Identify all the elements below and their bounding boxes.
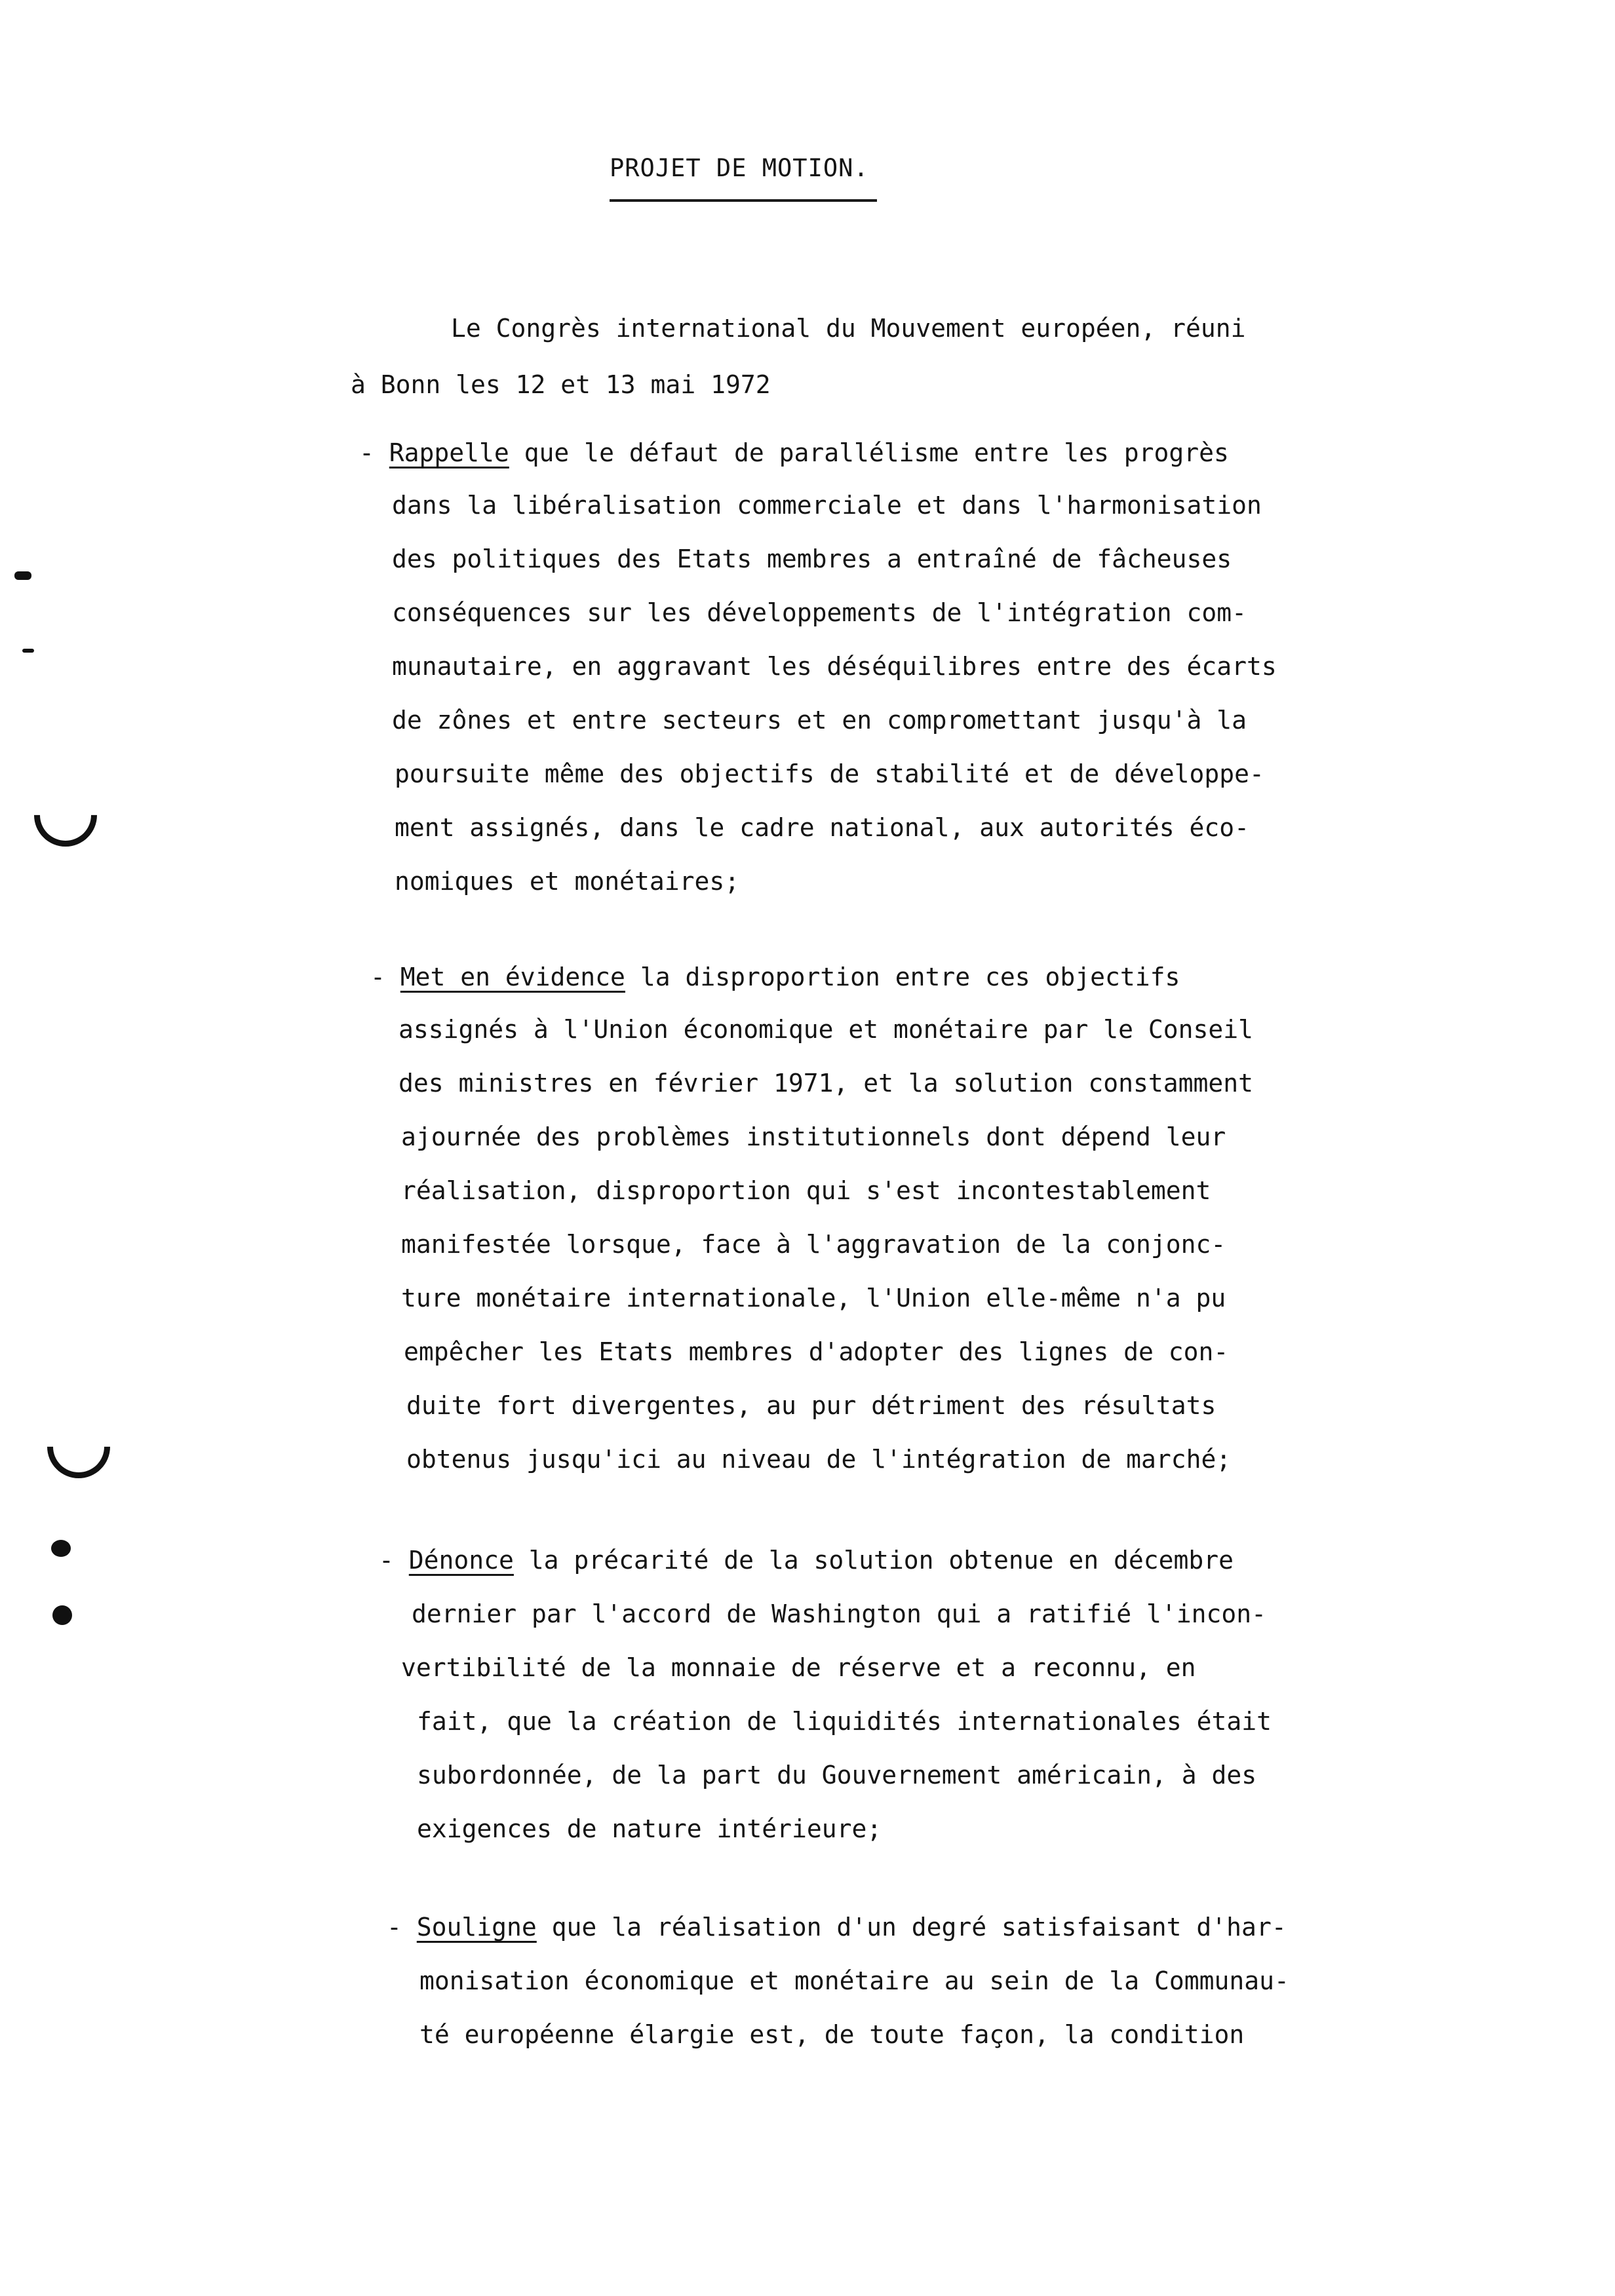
body-line: té européenne élargie est, de toute façon, la condition: [419, 2020, 1245, 2049]
title-underline: [610, 199, 877, 202]
item-text: la précarité de la solution obtenue en décembre: [513, 1546, 1234, 1575]
body-line: poursuite même des objectifs de stabilité et de développe-: [395, 759, 1264, 788]
body-line: empêcher les Etats membres d'adopter des lignes de con-: [404, 1337, 1229, 1366]
item-text: que le défaut de parallélisme entre les progrès: [509, 438, 1229, 467]
body-line: obtenus jusqu'ici au niveau de l'intégration de marché;: [406, 1445, 1232, 1474]
item-first-line: - Dénonce la précarité de la solution obtenue en décembre: [379, 1546, 1234, 1575]
body-line: assignés à l'Union économique et monétaire par le Conseil: [399, 1015, 1254, 1044]
punch-hole-dot: [52, 1605, 72, 1625]
intro-line: à Bonn les 12 et 13 mai 1972: [351, 370, 771, 399]
body-line: subordonnée, de la part du Gouvernement américain, à des: [417, 1761, 1257, 1789]
item-first-line: - Rappelle que le défaut de parallélisme entre les progrès: [359, 438, 1229, 467]
punch-hole-dot: [51, 1540, 71, 1557]
body-line: dernier par l'accord de Washington qui a ratifié l'incon-: [412, 1599, 1267, 1628]
body-line: des politiques des Etats membres a entraîné de fâcheuses: [392, 545, 1232, 573]
item-keyword: Rappelle: [389, 438, 509, 467]
body-line: duite fort divergentes, au pur détriment des résultats: [406, 1391, 1216, 1420]
body-line: fait, que la création de liquidités internationales était: [417, 1707, 1272, 1736]
item-keyword: Dénonce: [408, 1546, 514, 1575]
body-line: réalisation, disproportion qui s'est incontestablement: [401, 1176, 1211, 1205]
item-first-line: - Met en évidence la disproportion entre ces objectifs: [370, 963, 1180, 991]
body-line: nomiques et monétaires;: [395, 867, 740, 896]
item-keyword: Met en évidence: [400, 963, 625, 991]
item-keyword: Souligne: [416, 1913, 537, 1942]
body-line: conséquences sur les développements de l'intégration com-: [392, 598, 1247, 627]
body-line: des ministres en février 1971, et la solution constamment: [399, 1069, 1254, 1098]
body-line: manifestée lorsque, face à l'aggravation de la conjonc-: [401, 1230, 1226, 1259]
body-line: vertibilité de la monnaie de réserve et a reconnu, en: [401, 1653, 1196, 1682]
intro-line: Le Congrès international du Mouvement européen, réuni: [451, 314, 1246, 343]
body-line: ture monétaire internationale, l'Union elle-même n'a pu: [401, 1284, 1226, 1312]
page-title: PROJET DE MOTION.: [610, 154, 869, 182]
scan-mark: [14, 571, 31, 580]
item-first-line: - Souligne que la réalisation d'un degré satisfaisant d'har-: [387, 1913, 1287, 1942]
body-line: monisation économique et monétaire au sein de la Communau-: [419, 1966, 1289, 1995]
body-line: ment assignés, dans le cadre national, aux autorités éco-: [395, 813, 1250, 842]
punch-hole-arc: [34, 1402, 123, 1491]
body-line: de zônes et entre secteurs et en compromettant jusqu'à la: [392, 706, 1247, 735]
item-text: que la réalisation d'un degré satisfaisant d'har-: [536, 1913, 1287, 1942]
body-line: munautaire, en aggravant les déséquilibres entre des écarts: [392, 652, 1277, 681]
body-line: ajournée des problèmes institutionnels dont dépend leur: [401, 1122, 1226, 1151]
scan-mark: [22, 649, 34, 653]
body-line: dans la libéralisation commerciale et dans l'harmonisation: [392, 491, 1262, 520]
item-text: la disproportion entre ces objectifs: [625, 963, 1180, 991]
punch-hole-arc: [21, 771, 110, 860]
body-line: exigences de nature intérieure;: [417, 1814, 882, 1843]
